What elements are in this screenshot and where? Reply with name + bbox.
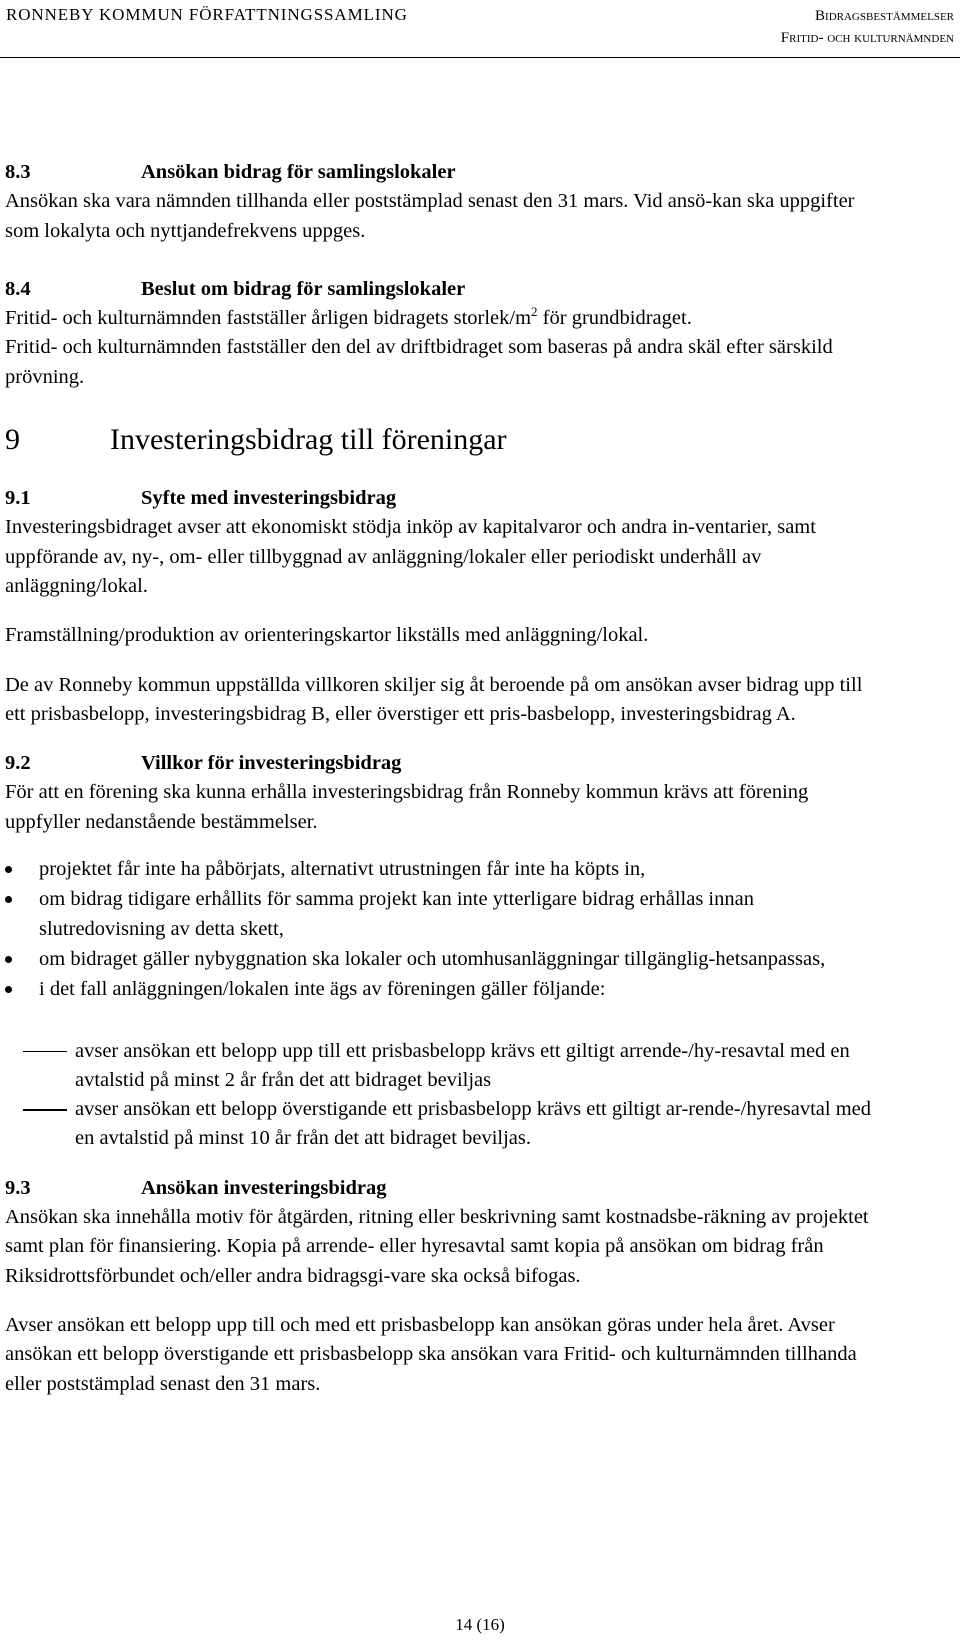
superscript: 2 xyxy=(531,304,538,320)
section-title: Ansökan bidrag för samlingslokaler xyxy=(141,161,456,183)
header-department xyxy=(781,5,954,49)
bullet-icon xyxy=(5,986,12,993)
section-title: Villkor för investeringsbidrag xyxy=(141,752,402,775)
paragraph: De av Ronneby kommun uppställda villkoren skiljer sig åt beroende på om ansökan avser bidrag upp till ett prisbasbelopp, investeringsbidrag B, eller överstiger ett pris-basbelopp, investeringsbidrag A. xyxy=(5,673,863,725)
list-item: avser ansökan ett belopp upp till ett prisbasbelopp krävs ett giltigt arrende-/hy-resavtal med en avtalstid på minst 2 år från det att bidraget beviljas xyxy=(5,1037,885,1096)
list-item: om bidrag tidigare erhållits för samma projekt kan inte ytterligare bidrag erhållas innan slutredovisning av detta skett, xyxy=(5,885,885,944)
paragraph: Framställning/produktion av orienteringskartor likställs med anläggning/lokal. xyxy=(5,624,649,647)
header-doc-type: Bidragsbestämmelser xyxy=(815,8,954,24)
paragraph: Investeringsbidraget avser att ekonomiskt stödja inköp av kapitalvaror och andra in-ventarier, samt uppförande av, ny-, om- eller tillbyggnad av anläggning/lokaler eller periodiskt underhåll av anläggning/lokal. xyxy=(5,516,816,597)
section-title: Beslut om bidrag för samlingslokaler xyxy=(141,277,466,300)
paragraph: Ansökan ska vara nämnden tillhanda eller poststämplad senast den 31 mars. Vid ansö-kan ska uppgifter som lokalyta och nyttjandefrekvens uppges. xyxy=(5,190,855,242)
list-item: om bidraget gäller nybyggnation ska lokaler och utomhusanläggningar tillgänglig-hetsanpassas, xyxy=(5,945,885,974)
paragraph: För att en förening ska kunna erhålla investeringsbidrag från Ronneby kommun krävs att förening uppfyller nedanstående bestämmelser. xyxy=(5,781,809,833)
chapter-number: 9 xyxy=(5,423,20,457)
section-heading xyxy=(5,275,885,304)
section-heading xyxy=(5,749,885,778)
bullet-icon xyxy=(5,956,12,963)
paragraph: Avser ansökan ett belopp upp till och med ett prisbasbelopp kan ansökan göras under hela året. Avser ansökan ett belopp överstigande ett prisbasbelopp ska ansökan vara Fritid- och kulturnämnden tillhanda eller poststämplad senast den 31 mars. xyxy=(5,1313,857,1395)
bullet-icon xyxy=(5,866,12,873)
document-body xyxy=(5,158,885,1399)
chapter-title: Investeringsbidrag till föreningar xyxy=(110,423,507,457)
bullet-list xyxy=(5,855,885,1004)
dash-icon xyxy=(23,1051,67,1053)
bullet-icon xyxy=(5,896,12,903)
paragraph: Fritid- och kulturnämnden fastställer årligen bidragets storlek/$m^2$ för grundbidraget. xyxy=(5,304,692,330)
section-heading xyxy=(5,1174,885,1203)
section-number: 9.1 xyxy=(5,487,31,510)
dash-list xyxy=(5,1037,885,1154)
section-title: Ansökan investeringsbidrag xyxy=(141,1176,387,1199)
section-title: Syfte med investeringsbidrag xyxy=(141,487,397,510)
section-number: 8.3 xyxy=(5,161,31,183)
section-number: 9.3 xyxy=(5,1176,31,1199)
paragraph: Fritid- och kulturnämnden fastställer den del av driftbidraget som baseras på andra skäl efter särskild prövning. xyxy=(5,336,833,388)
chapter-heading xyxy=(5,422,885,458)
list-item: projektet får inte ha påbörjats, alternativt utrustningen får inte ha köpts in, xyxy=(5,855,885,884)
section-heading xyxy=(5,158,885,187)
header-committee: Fritid- och kulturnämnden xyxy=(780,30,954,46)
header-title: RONNEBY KOMMUN FÖRFATTNINGSSAMLING xyxy=(6,5,408,24)
dash-icon xyxy=(23,1109,67,1111)
page-number: 14 (16) xyxy=(455,1615,505,1634)
paragraph: Ansökan ska innehålla motiv för åtgärden, ritning eller beskrivning samt kostnadsbe-räkning av projektet samt plan för finansiering. Kopia på arrende- eller hyresavtal samt kopia på ansökan om bidrag från Riksidrottsförbundet och/eller andra bidragsgi-vare ska också bifogas. xyxy=(5,1206,869,1287)
section-number: 9.2 xyxy=(5,752,31,775)
section-heading xyxy=(5,484,885,513)
header-rule xyxy=(0,57,960,58)
list-item: avser ansökan ett belopp överstigande ett prisbasbelopp krävs ett giltigt ar-rende-/hyresavtal med en avtalstid på minst 10 år från det att bidraget beviljas. xyxy=(5,1095,885,1154)
list-item: i det fall anläggningen/lokalen inte ägs av föreningen gäller följande: xyxy=(5,975,885,1004)
section-number: 8.4 xyxy=(5,277,31,300)
